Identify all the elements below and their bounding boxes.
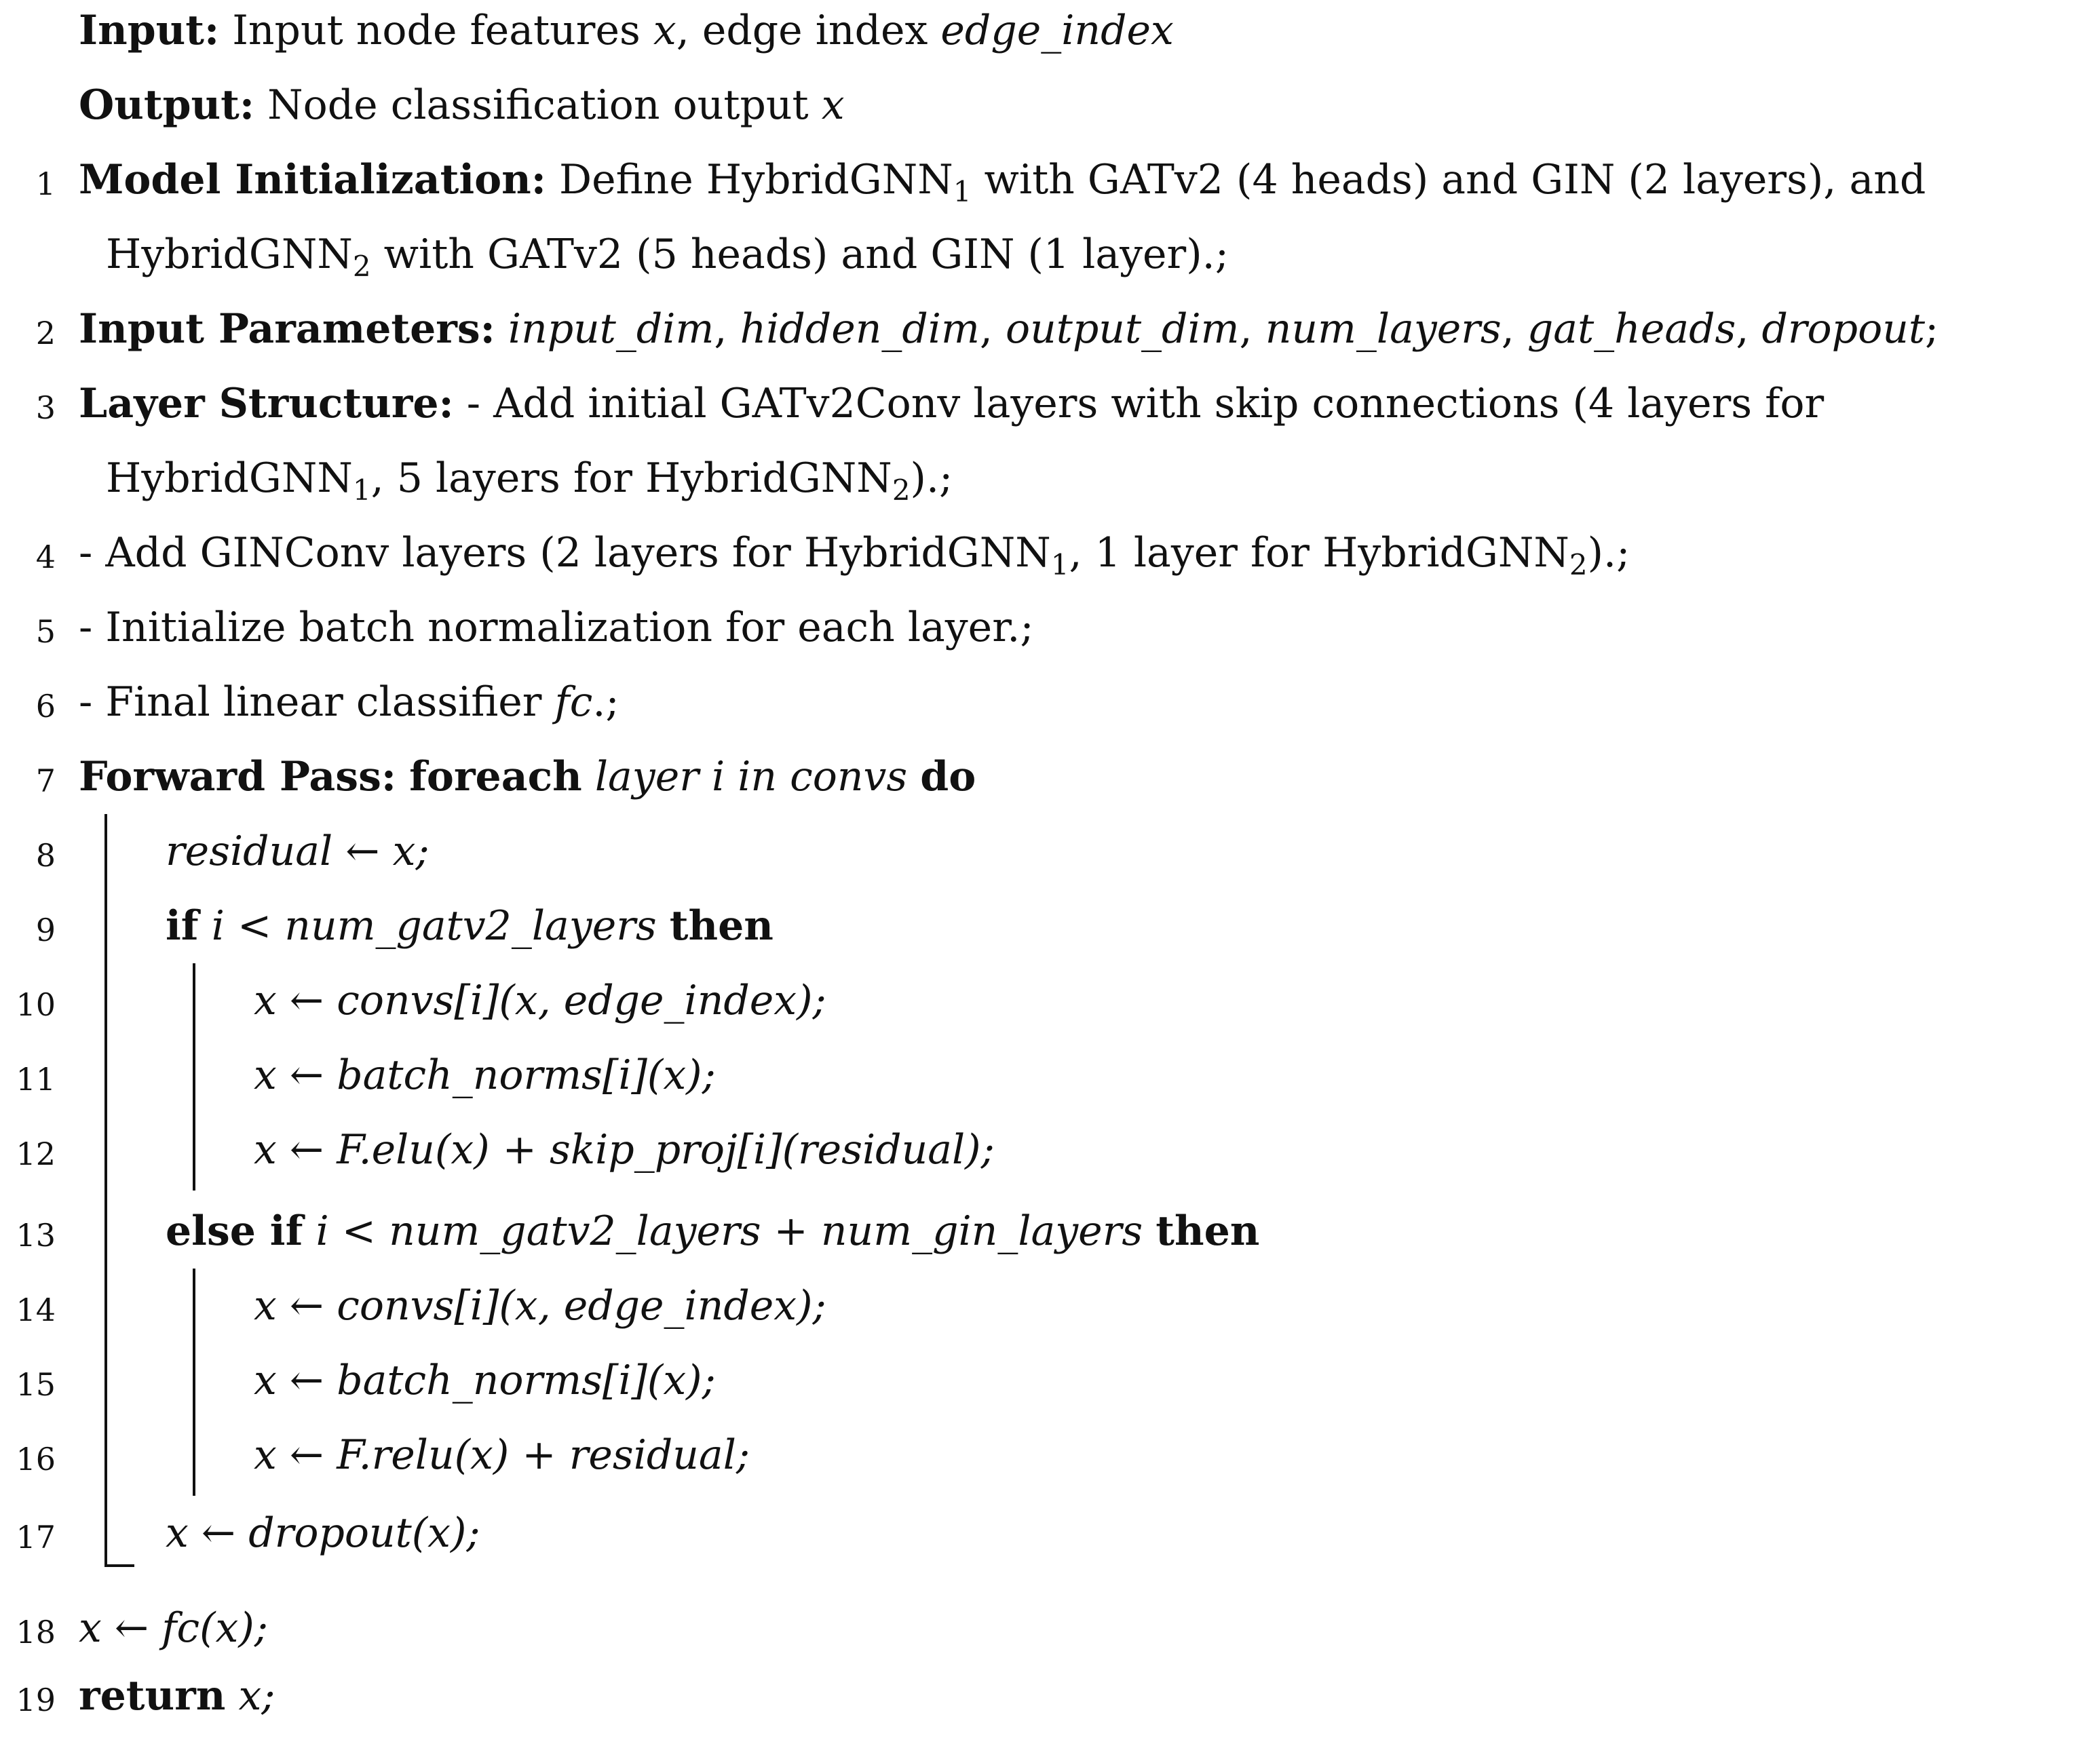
line-number: 5 <box>35 613 56 650</box>
line-code: x ← batch_norms[i](x); <box>254 1357 716 1404</box>
line-text <box>106 448 953 509</box>
algo-line-4 <box>0 522 2100 597</box>
algo-line-1 <box>0 149 2100 224</box>
output-var-x: x <box>821 81 845 129</box>
input-var-x: x <box>653 7 676 54</box>
keyword-return: return <box>79 1672 226 1720</box>
else-if-condition: i < num_gatv2_layers + num_gin_layers <box>316 1207 1143 1255</box>
output-label: Output: <box>79 81 255 129</box>
line-number: 15 <box>16 1366 56 1403</box>
line-text: - Initialize batch normalization for each layer.; <box>79 604 1034 651</box>
input-text <box>79 0 1174 61</box>
algo-line-5 <box>0 597 2100 672</box>
algo-line-3 <box>0 373 2100 448</box>
line-segment: HybridGNN <box>106 455 353 502</box>
line-text <box>79 746 976 807</box>
param: gat_heads <box>1527 305 1736 353</box>
line-number: 3 <box>35 389 56 426</box>
line-text <box>79 522 1630 583</box>
line-number: 13 <box>16 1217 56 1254</box>
algo-line-12 <box>0 1119 2100 1194</box>
line-code: x ← F.relu(x) + residual; <box>254 1431 750 1479</box>
line-code: x ← convs[i](x, edge_index); <box>254 977 826 1024</box>
algo-input-line <box>0 0 2100 75</box>
line-segment: ).; <box>1587 529 1630 577</box>
line-label: Input Parameters: <box>79 305 495 353</box>
line-code: x ← F.elu(x) + skip_proj[i](residual); <box>254 1126 995 1174</box>
line-number: 12 <box>16 1136 56 1172</box>
algo-line-6 <box>0 672 2100 746</box>
line-segment: , 1 layer for HybridGNN <box>1069 529 1569 577</box>
line-text <box>79 672 619 733</box>
algo-line-10 <box>0 970 2100 1045</box>
subscript: 1 <box>953 175 972 208</box>
param: num_layers <box>1265 305 1502 353</box>
subscript: 2 <box>892 473 911 507</box>
sep: , <box>1501 305 1527 353</box>
line-label: Forward Pass: <box>79 753 397 800</box>
algo-line-17 <box>0 1503 2100 1577</box>
line-code: residual ← x; <box>166 828 429 875</box>
var-fc: fc <box>554 678 593 726</box>
if-condition: i < num_gatv2_layers <box>211 902 657 950</box>
line-code: x ← dropout(x); <box>166 1509 480 1557</box>
line-number: 19 <box>16 1682 56 1718</box>
algo-line-1-cont <box>0 224 2100 298</box>
algo-line-8 <box>0 821 2100 895</box>
line-number: 16 <box>16 1441 56 1477</box>
line-text <box>79 1665 275 1726</box>
line-text <box>79 298 1939 360</box>
line-text <box>166 895 774 956</box>
line-code: x ← fc(x); <box>79 1604 268 1652</box>
algo-line-3-cont <box>0 448 2100 522</box>
subscript: 2 <box>352 250 371 283</box>
keyword-then: then <box>1156 1207 1260 1255</box>
param: dropout <box>1761 305 1925 353</box>
line-text <box>166 1201 1259 1262</box>
subscript: 1 <box>1050 548 1069 581</box>
param: hidden_dim <box>740 305 980 353</box>
line-segment: Define HybridGNN <box>546 156 953 204</box>
sep: , <box>1239 305 1265 353</box>
line-segment: with GATv2 (5 heads) and GIN (1 layer).; <box>370 231 1229 278</box>
sep: , <box>979 305 1006 353</box>
keyword-else-if: else if <box>166 1207 303 1255</box>
input-label: Input: <box>79 7 220 54</box>
line-number: 1 <box>35 166 56 202</box>
output-text <box>79 75 845 136</box>
input-desc: Input node features <box>219 7 653 54</box>
line-number: 18 <box>16 1614 56 1650</box>
output-desc: Node classification output <box>254 81 822 129</box>
keyword-if: if <box>166 902 199 950</box>
return-value: x; <box>238 1672 275 1720</box>
subscript: 2 <box>1569 548 1588 581</box>
line-segment: - Final linear classifier <box>79 678 555 726</box>
keyword-do: do <box>920 753 976 800</box>
line-number: 9 <box>35 912 56 948</box>
algo-line-11 <box>0 1045 2100 1119</box>
algo-output-line <box>0 75 2100 149</box>
subscript: 1 <box>352 473 371 507</box>
line-number: 2 <box>35 315 56 351</box>
input-desc-2: , edge index <box>676 7 941 54</box>
keyword-foreach: foreach <box>409 753 582 800</box>
sep: , <box>714 305 740 353</box>
algo-line-2 <box>0 298 2100 373</box>
loop-condition: layer i in convs <box>594 753 908 800</box>
line-number: 8 <box>35 837 56 874</box>
line-segment: - Add GINConv layers (2 layers for HybridGNN <box>79 529 1051 577</box>
line-code: x ← batch_norms[i](x); <box>254 1051 716 1099</box>
line-label: Layer Structure: <box>79 380 454 427</box>
line-number: 6 <box>35 688 56 724</box>
line-segment: HybridGNN <box>106 231 353 278</box>
algo-line-15 <box>0 1350 2100 1425</box>
algo-line-7 <box>0 746 2100 821</box>
line-segment: ).; <box>910 455 953 502</box>
algo-line-13 <box>0 1201 2100 1275</box>
param: input_dim <box>508 305 714 353</box>
input-var-edge: edge_index <box>940 7 1174 54</box>
algo-line-14 <box>0 1275 2100 1350</box>
param: output_dim <box>1006 305 1240 353</box>
line-label: Model Initialization: <box>79 156 546 204</box>
sep: , <box>1736 305 1762 353</box>
line-number: 11 <box>16 1061 56 1098</box>
algo-line-18 <box>0 1598 2100 1672</box>
algo-line-16 <box>0 1425 2100 1499</box>
line-text <box>106 224 1229 285</box>
line-number: 17 <box>16 1519 56 1555</box>
algo-line-9 <box>0 895 2100 970</box>
line-text <box>79 373 1824 434</box>
line-number: 10 <box>16 986 56 1023</box>
line-text <box>79 149 1926 210</box>
line-number: 4 <box>35 539 56 575</box>
line-number: 14 <box>16 1292 56 1328</box>
keyword-then: then <box>669 902 774 950</box>
line-segment: .; <box>592 678 619 726</box>
line-segment: with GATv2 (4 heads) and GIN (2 layers), and <box>971 156 1926 204</box>
end: ; <box>1924 305 1939 353</box>
line-segment: , 5 layers for HybridGNN <box>370 455 892 502</box>
line-code: x ← convs[i](x, edge_index); <box>254 1282 826 1330</box>
line-number: 7 <box>35 762 56 799</box>
line-segment: - Add initial GATv2Conv layers with skip connections (4 layers for <box>453 380 1825 427</box>
